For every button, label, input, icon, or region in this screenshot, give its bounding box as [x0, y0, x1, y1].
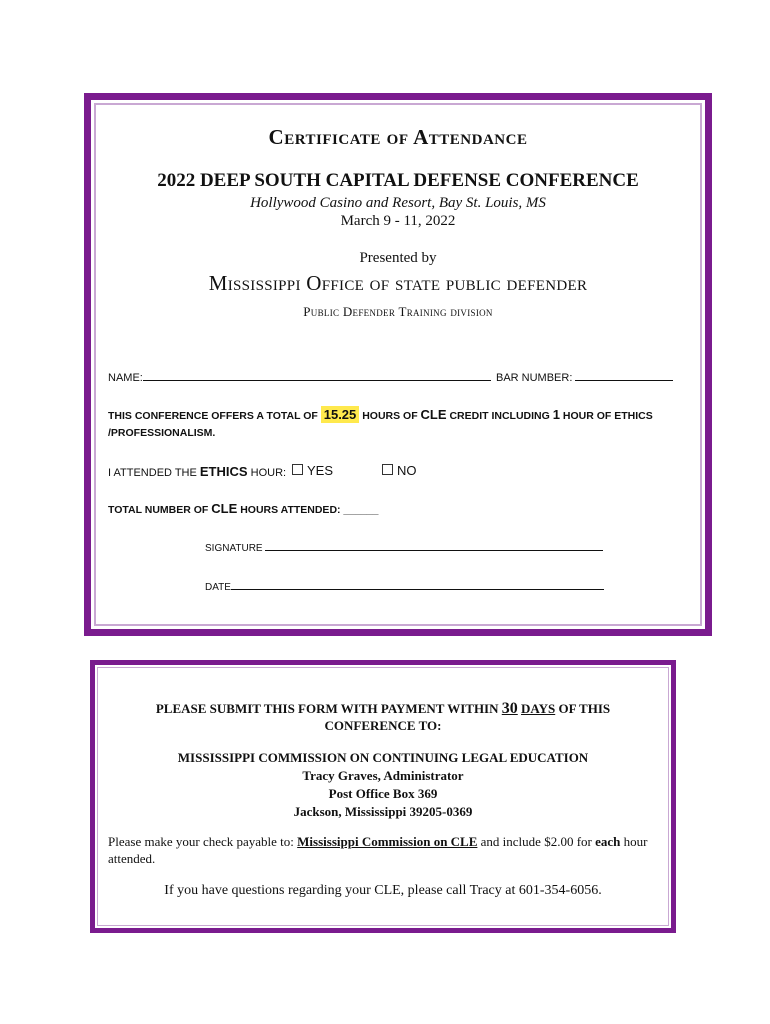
ethics-word: ETHICS: [199, 464, 248, 479]
bar-number-field[interactable]: [496, 370, 673, 384]
name-label: NAME:: [108, 372, 143, 384]
administrator-name: Tracy Graves, Administrator: [302, 768, 464, 783]
certificate-box: [84, 93, 712, 636]
submit-days-word: DAYS: [521, 701, 556, 716]
certificate-inner-border: [94, 103, 702, 626]
commission-name: MISSISSIPPI COMMISSION ON CONTINUING LEGAL EDUCATION: [177, 750, 589, 765]
signature-label: SIGNATURE: [205, 543, 263, 554]
submission-inner-border: [97, 667, 669, 926]
submission-box: [90, 660, 676, 933]
credit-including: CREDIT INCLUDING: [449, 410, 550, 422]
conference-venue: Hollywood Casino and Resort, Bay St. Louis, MS: [250, 195, 546, 211]
payment-instructions: [108, 833, 658, 867]
po-box: Post Office Box 369: [328, 786, 438, 801]
signature-input-line[interactable]: [265, 540, 603, 551]
name-field[interactable]: [108, 370, 491, 384]
submit-instruction-continued: CONFERENCE TO:: [324, 718, 442, 733]
date-input-line[interactable]: [231, 579, 604, 590]
credit-middle: HOURS OF: [362, 410, 418, 422]
total-hours-field[interactable]: [108, 501, 378, 516]
submit-days-number: 30: [501, 700, 518, 717]
date-field[interactable]: [205, 579, 604, 593]
presented-by: Presented by: [359, 250, 437, 266]
city-address: Jackson, Mississippi 39205-0369: [293, 804, 473, 819]
submit-suffix: OF THIS: [558, 701, 611, 716]
total-cle: CLE: [211, 501, 238, 516]
bar-number-input-line[interactable]: [575, 370, 673, 381]
payable-middle: and include $2.00 for: [480, 834, 592, 849]
ethics-yes-option[interactable]: [292, 463, 333, 478]
submit-instruction: [98, 700, 668, 718]
ethics-suffix: HOUR:: [250, 467, 287, 479]
ethics-no-option[interactable]: [382, 463, 417, 478]
conference-name: 2022 DEEP SOUTH CAPITAL DEFENSE CONFERENCE: [157, 170, 639, 191]
conference-dates: March 9 - 11, 2022: [340, 213, 456, 229]
payee-name: Mississippi Commission on CLE: [297, 834, 478, 849]
no-checkbox[interactable]: [382, 464, 393, 475]
yes-label: YES: [307, 463, 334, 478]
date-label: DATE: [205, 582, 231, 593]
credit-statement-continued: /PROFESSIONALISM.: [108, 427, 216, 439]
payable-prefix: Please make your check payable to:: [108, 834, 294, 849]
presenting-division: Public Defender Training division: [303, 304, 493, 319]
ethics-question: [108, 464, 286, 479]
ethics-hours-count: 1: [552, 407, 560, 422]
total-suffix: HOURS ATTENDED: ______: [240, 504, 379, 516]
name-input-line[interactable]: [143, 370, 491, 381]
questions-contact: If you have questions regarding your CLE, please call Tracy at 601-354-6056.: [164, 883, 602, 898]
credit-statement: [108, 407, 653, 422]
yes-checkbox[interactable]: [292, 464, 303, 475]
credit-suffix: HOUR OF ETHICS: [562, 410, 653, 422]
credit-hours-highlight: 15.25: [321, 406, 360, 423]
total-prefix: TOTAL NUMBER OF: [108, 504, 209, 516]
no-label: NO: [397, 463, 417, 478]
payable-suffix: hour attended.: [108, 834, 648, 866]
certificate-title: Certificate of Attendance: [268, 125, 528, 149]
credit-prefix: THIS CONFERENCE OFFERS A TOTAL OF: [108, 410, 318, 422]
payable-each: each: [595, 834, 621, 849]
presenting-office: Mississippi Office of state public defender: [208, 271, 588, 295]
submit-prefix: PLEASE SUBMIT THIS FORM WITH PAYMENT WITHIN: [155, 701, 499, 716]
bar-number-label: BAR NUMBER:: [496, 372, 573, 384]
credit-cle: CLE: [420, 407, 447, 422]
signature-field[interactable]: [205, 540, 603, 554]
ethics-prefix: I ATTENDED THE: [108, 467, 197, 479]
